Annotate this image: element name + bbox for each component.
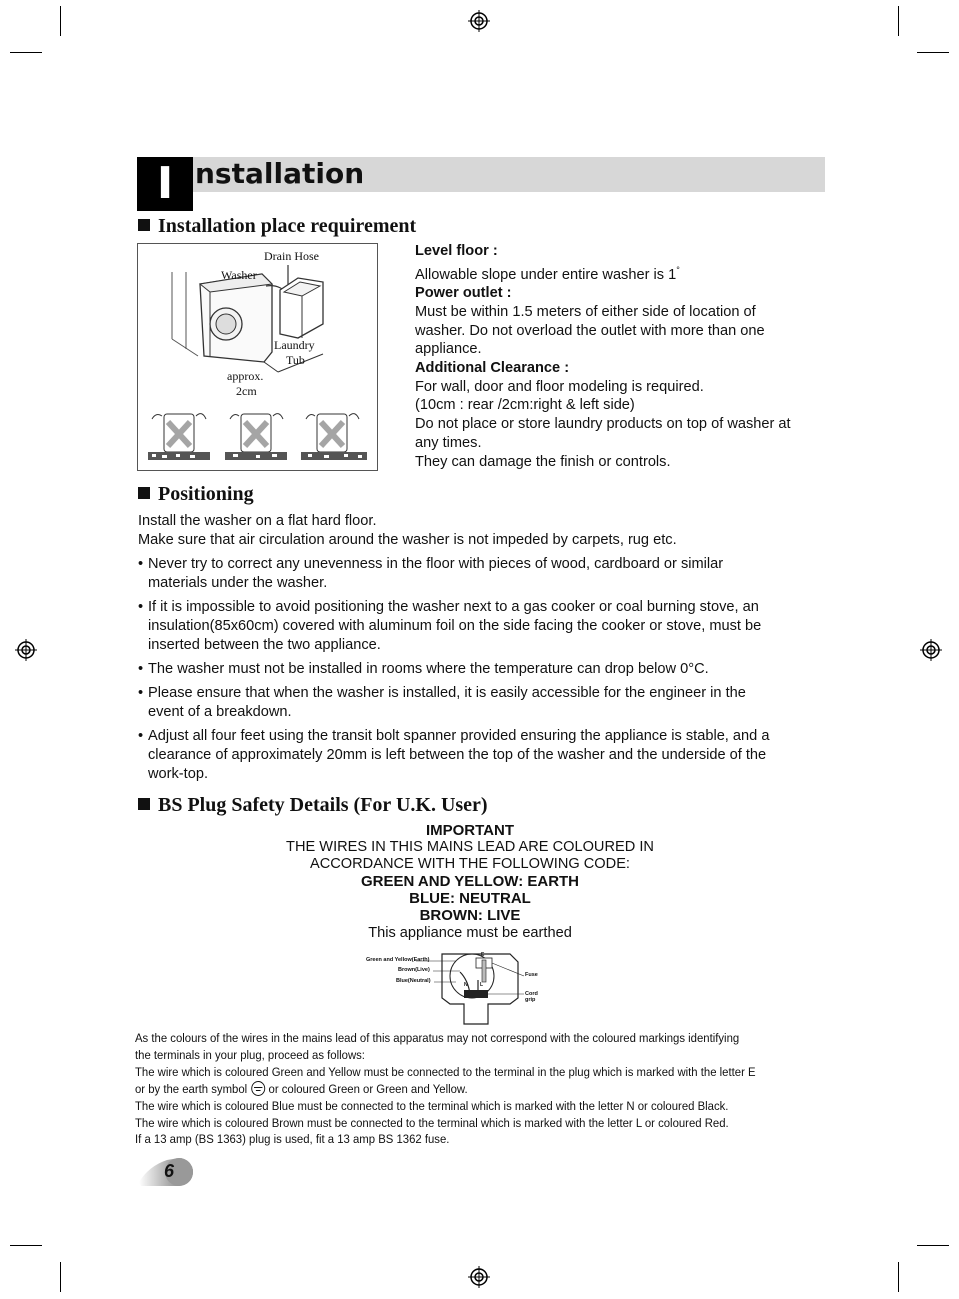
page-number: 6 (163, 1161, 174, 1181)
notes-line: The wire which is coloured Green and Yellow must be connected to the terminal in the plug which is marked with the letter E (135, 1064, 756, 1079)
label-drain-hose: Drain Hose (264, 249, 319, 263)
crop-mark (10, 52, 42, 53)
plug-label-blue: Blue(Neutral) (396, 978, 431, 984)
label-washer: Washer (221, 268, 257, 282)
label-tub: Tub (286, 353, 305, 367)
registration-mark-icon (920, 639, 942, 661)
notes-line: the terminals in your plug, proceed as follows: (135, 1047, 365, 1062)
list-item: • The washer must not be installed in rooms where the temperature can drop below 0°C. (138, 661, 709, 677)
washer-installation-illustration (138, 244, 377, 470)
registration-mark-icon (468, 10, 490, 32)
wires-text: ACCORDANCE WITH THE FOLLOWING CODE: (309, 856, 630, 872)
wire-colour-code (200, 822, 740, 942)
section-heading-positioning: Positioning (138, 482, 254, 506)
clearance-title: Additional Clearance : (415, 360, 570, 377)
notes-line: If a 13 amp (BS 1363) plug is used, fit a 13 amp BS 1362 fuse. (135, 1132, 450, 1147)
positioning-intro: Make sure that air circulation around the washer is not impeded by carpets, rug etc. (138, 532, 677, 548)
page-number-badge (139, 1156, 195, 1188)
plug-label-cord: Cord (525, 991, 538, 997)
installation-figure (137, 243, 378, 471)
power-outlet-line: appliance. (415, 341, 482, 358)
power-outlet-line: washer. Do not overload the outlet with more than one (415, 322, 765, 339)
positioning-text (138, 512, 828, 784)
clearance-line: (10cm : rear /2cm:right & left side) (415, 397, 635, 414)
earthed-note: This appliance must be earthed (368, 925, 572, 941)
clearance-line: They can damage the finish or controls. (415, 453, 671, 470)
neutral-code: BLUE: NEUTRAL (409, 890, 531, 907)
crop-mark (10, 1245, 42, 1246)
power-outlet-title: Power outlet : (415, 285, 512, 302)
plug-label-green-yellow: Green and Yellow(Earth) (366, 957, 430, 963)
clearance-line: For wall, door and floor modeling is required. (415, 378, 704, 395)
list-item: • If it is impossible to avoid positioning the washer next to a gas cooker or coal burning stove, an insulation(85x60cm) covered with aluminum foil on the side facing the cooker or stove, must be inserted between the two appliance. (138, 599, 762, 653)
section-heading-installation-place: Installation place requirement (138, 214, 416, 238)
page-title: nstallation (195, 157, 365, 190)
list-item: • Please ensure that when the washer is installed, it is easily accessible for the engineer in the event of a breakdown. (138, 685, 746, 720)
installation-requirements-text (415, 242, 825, 471)
plug-terminal-n: N (464, 982, 468, 988)
clearance-line: any times. (415, 434, 482, 451)
notes-line: The wire which is coloured Blue must be connected to the terminal which is marked with the letter N or coloured Black. (135, 1098, 729, 1113)
title-initial: I (137, 157, 193, 211)
clearance-line: Do not place or store laundry products on top of washer at (415, 416, 791, 433)
list-item: • Adjust all four feet using the transit bolt spanner provided ensuring the appliance is stable, and a clearance of approximately 20mm is left between the top of the washer and the underside of the work-top. (138, 728, 770, 782)
level-floor-text: Allowable slope under entire washer is 1° (415, 264, 680, 283)
notes-line: The wire which is coloured Brown must be connected to the terminal which is marked with the letter L or coloured Red. (135, 1115, 729, 1130)
wiring-instructions (135, 1030, 786, 1148)
list-item: • Never try to correct any unevenness in the floor with pieces of wood, cardboard or similar materials under the washer. (138, 556, 724, 591)
label-laundry: Laundry (274, 338, 315, 352)
crop-mark (60, 1262, 61, 1292)
degree-symbol: ° (676, 264, 680, 275)
notes-line: As the colours of the wires in the mains lead of this apparatus may not correspond with the coloured markings identifying (135, 1031, 740, 1045)
earth-code: GREEN AND YELLOW: EARTH (360, 873, 580, 890)
plug-diagram (360, 950, 560, 1028)
level-floor-title: Level floor : (415, 243, 498, 259)
registration-mark-icon (15, 639, 37, 661)
square-bullet-icon (138, 487, 150, 499)
plug-label-fuse: Fuse (525, 972, 538, 978)
crop-mark (917, 1245, 949, 1246)
section-heading-bs-plug: BS Plug Safety Details (For U.K. User) (138, 793, 488, 817)
plug-terminal-l: L (480, 982, 484, 988)
positioning-intro: Install the washer on a flat hard floor. (138, 513, 377, 529)
earth-symbol-icon (251, 1081, 265, 1096)
square-bullet-icon (138, 798, 150, 810)
registration-mark-icon (468, 1266, 490, 1288)
power-outlet-line: Must be within 1.5 meters of either side of location of (415, 303, 756, 320)
square-bullet-icon (138, 219, 150, 231)
notes-line: or by the earth symbol or coloured Green or Green and Yellow. (135, 1081, 468, 1096)
plug-label-brown: Brown(Live) (398, 967, 430, 973)
label-2cm: 2cm (236, 384, 257, 398)
important-heading: IMPORTANT (425, 822, 515, 839)
crop-mark (60, 6, 61, 36)
label-approx: approx. (227, 369, 264, 383)
live-code: BROWN: LIVE (419, 907, 521, 924)
plug-terminal-e: E (481, 952, 485, 958)
positioning-bullets (138, 555, 828, 784)
wires-text: THE WIRES IN THIS MAINS LEAD ARE COLOURED IN (286, 839, 654, 855)
crop-mark (898, 6, 899, 36)
plug-label-grip: grip (525, 997, 536, 1003)
crop-mark (898, 1262, 899, 1292)
crop-mark (917, 52, 949, 53)
